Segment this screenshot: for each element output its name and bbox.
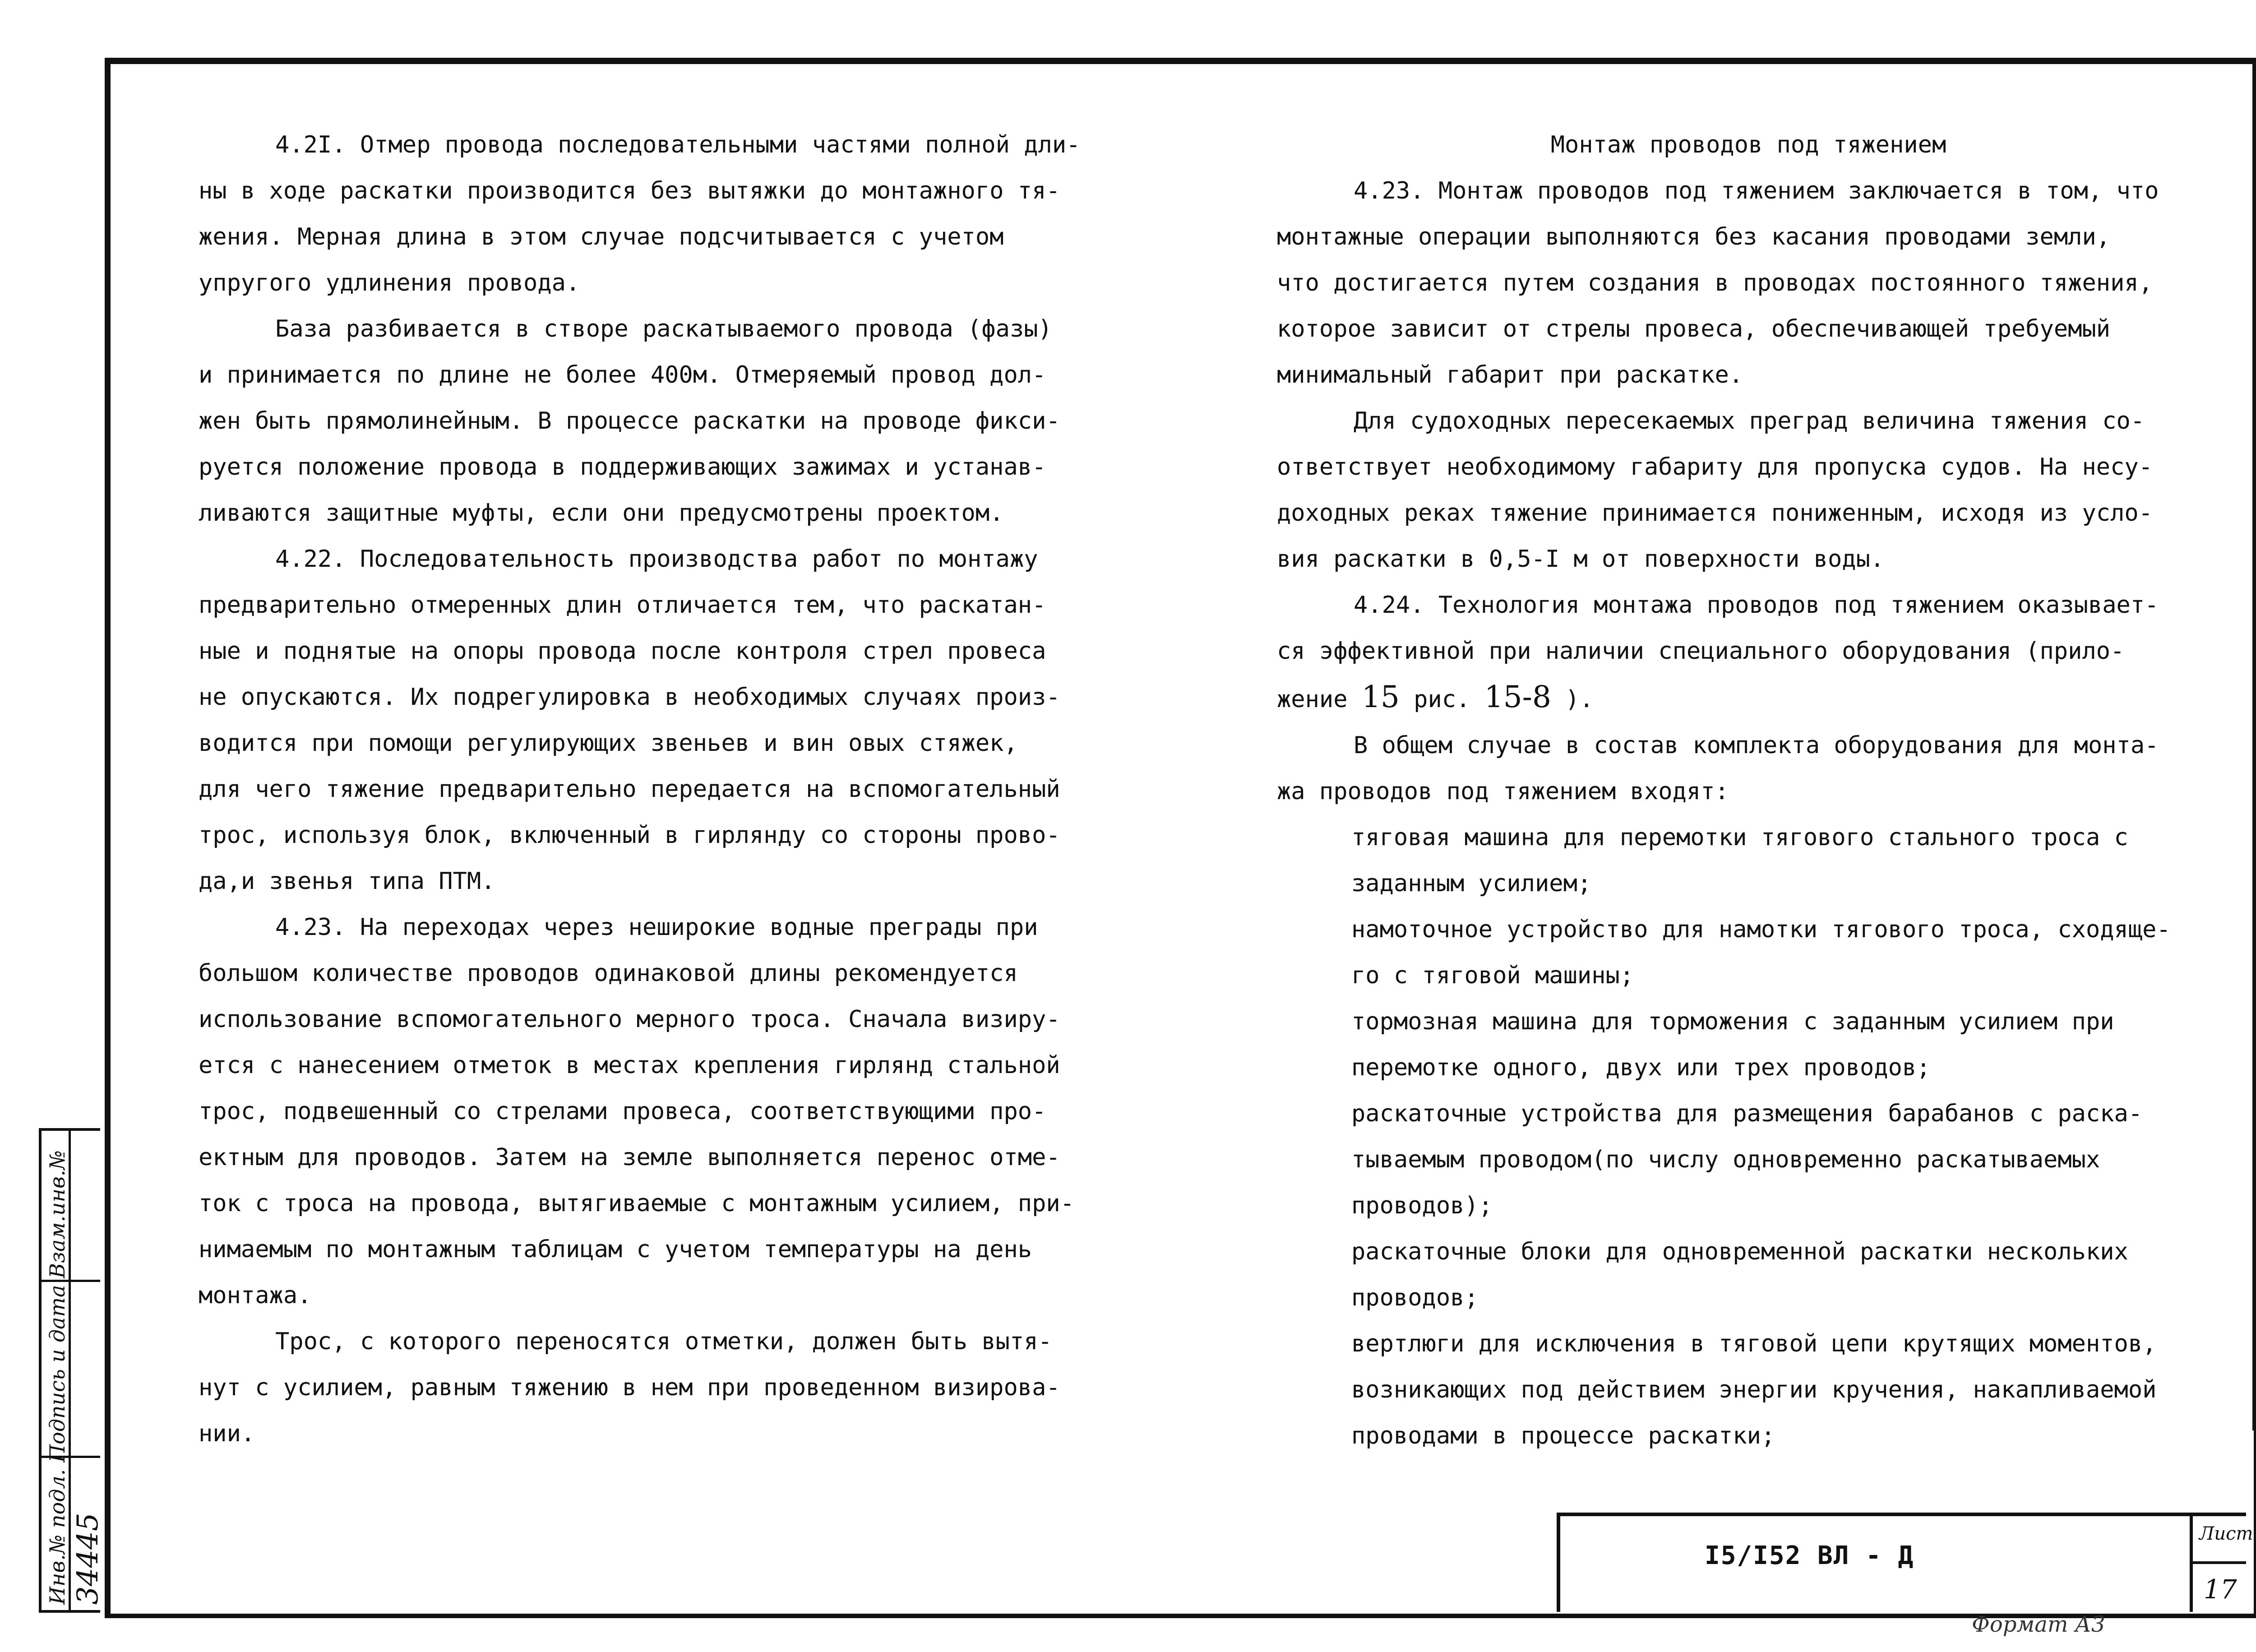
text-line: доходных реках тяжение принимается пониженным, исходя из усло- [1277, 500, 2153, 527]
text-line: 4.23. Монтаж проводов под тяжением заключается в том, что [1354, 177, 2159, 204]
sheet-number-cell [2190, 1516, 2253, 1612]
list-item: проводами в процессе раскатки; [1351, 1422, 1775, 1449]
text-line: монтажные операции выполняются без касания проводами земли, [1277, 223, 2111, 250]
figure-word: рис. [1414, 686, 1470, 713]
text-line: использование вспомогательного мерного троса. Сначала визиру- [199, 1006, 1060, 1033]
text-line: вия раскатки в 0,5-I м от поверхности воды. [1277, 546, 1885, 573]
text-line: жа проводов под тяжением входят: [1277, 778, 1729, 805]
appendix-reference-line [1277, 674, 2157, 722]
text-line: жен быть прямолинейным. В процессе раскатки на проводе фикси- [199, 407, 1060, 435]
inventory-number: 34445 [71, 1513, 105, 1605]
text-line: трос, используя блок, включенный в гирлянду со стороны прово- [199, 822, 1060, 849]
text-line: жения. Мерная длина в этом случае подсчитывается с учетом [199, 223, 1004, 250]
right-text-top [1277, 168, 2157, 674]
sheet-cell-divider [2193, 1561, 2246, 1564]
list-item: возникающих под действием энергии кручения, накапливаемой [1351, 1376, 2157, 1403]
text-line: и принимается по длине не более 400м. Отмеряемый провод дол- [199, 361, 1046, 389]
appendix-prefix: жение [1277, 686, 1348, 713]
text-line: База разбивается в створе раскатываемого провода (фазы) [275, 315, 1052, 342]
list-item: го с тяговой машины; [1351, 962, 1634, 989]
text-line: большом количестве проводов одинаковой длины рекомендуется [199, 960, 1018, 987]
text-line: упругого удлинения провода. [199, 269, 580, 296]
document-code: I5/I52 ВЛ - Д [1705, 1541, 1914, 1570]
sheet-number: 17 [2204, 1574, 2237, 1605]
text-line: которое зависит от стрелы провеса, обеспечивающей требуемый [1277, 315, 2111, 342]
text-line: 4.2I. Отмер провода последовательными частями полной дли- [275, 131, 1081, 158]
text-line: монтажа. [199, 1282, 312, 1309]
text-line: трос, подвешенный со стрелами провеса, соответствующими про- [199, 1098, 1046, 1125]
left-text-column [199, 122, 1092, 1457]
list-item: заданным усилием; [1351, 870, 1592, 897]
text-line: ливаются защитные муфты, если они предусмотрены проектом. [199, 500, 1004, 527]
list-item: раскаточные блоки для одновременной раскатки нескольких [1351, 1238, 2128, 1265]
text-line: 4.24. Технология монтажа проводов под тяжением оказывает- [1354, 592, 2159, 619]
text-line: да,и звенья типа ПТМ. [199, 868, 495, 895]
text-line: В общем случае в состав комплекта оборудования для монта- [1354, 732, 2159, 759]
text-line: не опускаются. Их подрегулировка в необходимых случаях произ- [199, 684, 1060, 711]
sheet-label: Лист [2199, 1523, 2253, 1544]
text-line: ответствует необходимому габариту для пропуска судов. На несу- [1277, 453, 2153, 481]
text-line: предварительно отмеренных длин отличается тем, что раскатан- [199, 592, 1046, 619]
list-item: намоточное устройство для намотки тягового троса, сходяще- [1351, 916, 2171, 943]
text-line: руется положение провода в поддерживающих зажимах и устанав- [199, 453, 1046, 481]
text-line: что достигается путем создания в проводах постоянного тяжения, [1277, 269, 2153, 296]
side-stamp [39, 1128, 105, 1613]
text-line: Трос, с которого переносятся отметки, должен быть вытя- [275, 1328, 1052, 1355]
list-item: тываемым проводом(по числу одновременно раскатываемых [1351, 1146, 2100, 1173]
list-item: тормозная машина для торможения с заданным усилием при [1351, 1008, 2114, 1035]
right-text-column [1277, 122, 2171, 1459]
format-note: Формат А3 [1972, 1612, 2105, 1637]
text-line: ток с троса на провода, вытягиваемые с монтажным усилием, при- [199, 1190, 1075, 1217]
text-line: ные и поднятые на опоры провода после контроля стрел провеса [199, 638, 1046, 665]
figure-range: 15-8 [1484, 680, 1551, 714]
text-line: ны в ходе раскатки производится без вытяжки до монтажного тя- [199, 177, 1060, 204]
title-block [1557, 1513, 2253, 1612]
text-line: минимальный габарит при раскатке. [1277, 361, 1743, 389]
text-line: 4.22. Последовательность производства работ по монтажу [275, 546, 1038, 573]
text-line: ется с нанесением отметок в местах крепления гирлянд стальной [199, 1052, 1060, 1079]
list-item: проводов); [1351, 1192, 1493, 1219]
text-line: нут с усилием, равным тяжению в нем при проведенном визирова- [199, 1374, 1060, 1401]
list-item: перемотке одного, двух или трех проводов; [1351, 1054, 1931, 1081]
stamp-field-labels: Инв.№ подл. Подпись и дата Взам.инв.№ [45, 1150, 69, 1605]
text-line: ектным для проводов. Затем на земле выполняется перенос отме- [199, 1144, 1060, 1171]
text-line: для чего тяжение предварительно передается на вспомогательный [199, 776, 1060, 803]
text-line: 4.23. На переходах через неширокие водные преграды при [275, 914, 1038, 941]
binding-edge-mark [2252, 59, 2256, 1430]
section-title: Монтаж проводов под тяжением [1550, 131, 1946, 158]
list-item: раскаточные устройства для размещения барабанов с раска- [1351, 1100, 2143, 1127]
text-line: Для судоходных пересекаемых преград величина тяжения со- [1354, 407, 2145, 435]
text-line: нии. [199, 1420, 255, 1447]
right-text-bottom [1277, 722, 2171, 1459]
list-item: тяговая машина для перемотки тягового стального троса с [1351, 824, 2128, 851]
list-item: проводов; [1351, 1284, 1479, 1311]
text-line: ся эффективной при наличии специального оборудования (прило- [1277, 638, 2125, 665]
list-item: вертлюги для исключения в тяговой цепи крутящих моментов, [1351, 1330, 2157, 1357]
appendix-number: 15 [1361, 680, 1400, 714]
appendix-suffix: ). [1565, 686, 1594, 713]
text-line: водится при помощи регулирующих звеньев и вин овых стяжек, [199, 730, 1018, 757]
text-line: нимаемым по монтажным таблицам с учетом температуры на день [199, 1236, 1032, 1263]
